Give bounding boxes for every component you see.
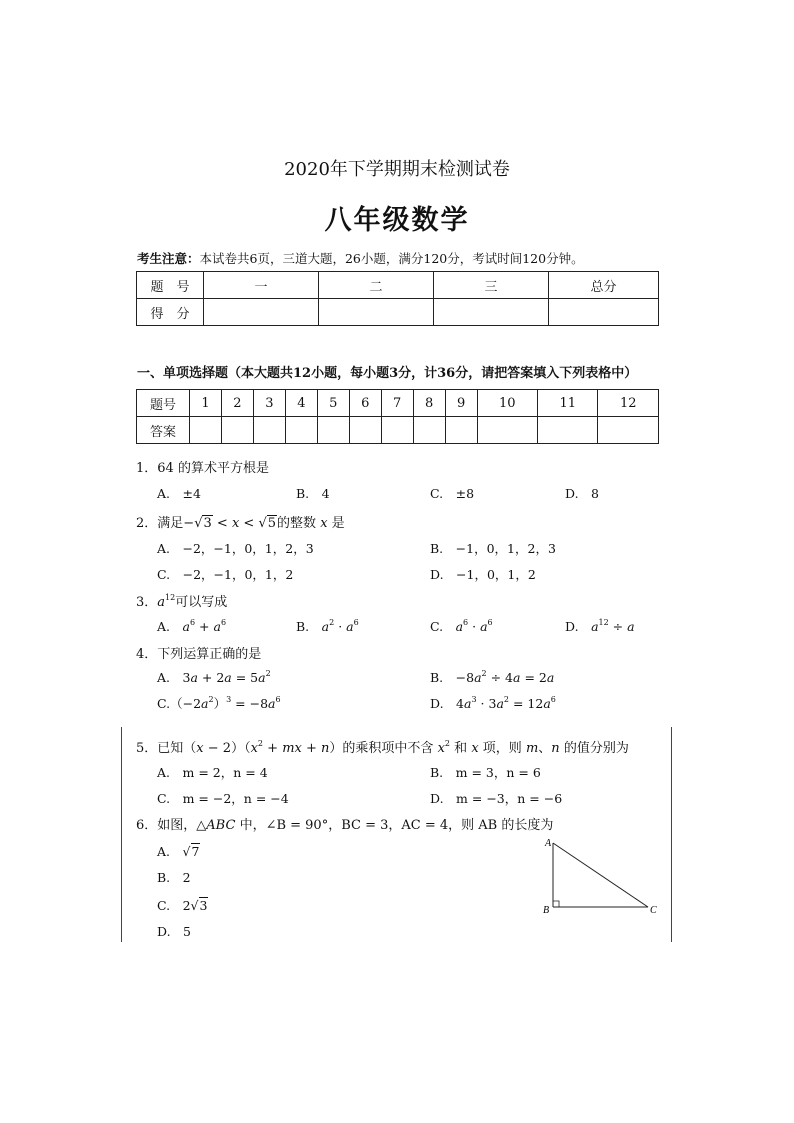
answer-cell[interactable]: [285, 417, 317, 444]
q2-option-b: B. −1，0，1，2，3: [430, 541, 556, 556]
q5-option-b: B. m = 3，n = 6: [430, 765, 541, 780]
q5-stem: 5．已知$(x - 2)(x^2$ + mx + n）的乘积项中不含 $x^2$ 和 x 项，则 m、n 的值分别为: [136, 739, 629, 756]
answer-num-5: 5: [317, 390, 349, 417]
score-cell-2[interactable]: [319, 299, 434, 326]
q1-option-c: C. ±8: [430, 486, 475, 501]
score-cell-1[interactable]: [204, 299, 319, 326]
q2-mid: 的整数: [277, 516, 317, 531]
score-table: [136, 271, 659, 326]
vertex-b-label: B: [543, 905, 550, 916]
answer-num-6: 6: [349, 390, 381, 417]
answer-num-7: 7: [381, 390, 413, 417]
score-header-2: 二: [319, 272, 434, 299]
q6-text: 中，∠B = 90°，BC = 3，AC = 4，则 AB 的长度为: [239, 818, 554, 833]
answer-cell[interactable]: [317, 417, 349, 444]
q5-num: 5．已知: [136, 741, 184, 756]
answer-cell[interactable]: [190, 417, 222, 444]
q6-option-a-label: A.: [157, 844, 171, 859]
q5-and: 和: [454, 741, 468, 756]
q4-option-b: B. $-8a^2 \div 4a = 2a$: [430, 669, 555, 685]
q6-option-a: A. √7: [157, 844, 200, 859]
q6-option-c: C. 2√3: [157, 898, 208, 913]
answer-cell[interactable]: [349, 417, 381, 444]
q5-mid: 的乘积项中不含: [342, 741, 434, 756]
scan-border-left: [121, 727, 122, 942]
answer-header-label: 题号: [137, 390, 190, 417]
q4-option-c: $C.(-2a^2)^3 = -8a^6$: [157, 695, 281, 711]
answer-table: [136, 389, 659, 444]
answer-num-2: 2: [221, 390, 253, 417]
q5-option-d: D. m = −3，n = −6: [430, 791, 563, 806]
q2-option-c: C. −2，−1，0，1，2: [157, 567, 294, 582]
q5-end: 项，则: [482, 741, 522, 756]
exam-title: 2020年下学期期末检测试卷: [284, 159, 510, 180]
q3-text: 可以写成: [175, 595, 228, 610]
answer-num-4: 4: [285, 390, 317, 417]
q6-stem: 6．如图，△ABC 中，∠B = 90°，BC = 3，AC = 4，则 AB 的长度为: [136, 818, 554, 833]
q1-option-d: D. 8: [565, 486, 600, 501]
q1-stem: 1．64 的算术平方根是: [136, 461, 269, 476]
score-cell-total[interactable]: [549, 299, 659, 326]
q6-num: 6．如图，: [136, 818, 197, 833]
answer-cell[interactable]: [221, 417, 253, 444]
answer-cell[interactable]: [445, 417, 477, 444]
section1-heading: 一、单项选择题（本大题共12小题，每小题3分，计36分，请把答案填入下列表格中）: [137, 366, 638, 381]
score-row-label: 得 分: [137, 299, 204, 326]
answer-cell[interactable]: [253, 417, 285, 444]
exam-notice: [137, 249, 584, 267]
q4-stem: 4．下列运算正确的是: [136, 647, 262, 662]
q2-option-a: A. −2，−1，0，1，2，3: [157, 541, 314, 556]
answer-cell[interactable]: [413, 417, 445, 444]
q2-inequality: −√3 < x < √5: [183, 516, 277, 531]
answer-cell[interactable]: [381, 417, 413, 444]
q3-num: 3．: [136, 595, 158, 610]
answer-num-3: 3: [253, 390, 285, 417]
q4-option-a: A. $3a + 2a = 5a^2$: [157, 669, 271, 685]
scan-border-right: [671, 727, 672, 942]
q2-stem: 2．满足−√3 < x < √5的整数 x 是: [136, 516, 345, 531]
q1-option-a: A. ±4: [157, 486, 201, 501]
answer-cell[interactable]: [477, 417, 537, 444]
q5-option-c: C. m = −2，n = −4: [157, 791, 289, 806]
q3-option-a: A. $a^6 + a^6$: [157, 618, 227, 634]
notice-label: 考生注意：: [137, 251, 200, 266]
vertex-a-label: A: [545, 838, 552, 849]
answer-num-11: 11: [538, 390, 598, 417]
q3-stem: 3．$a^{12}$可以写成: [136, 593, 228, 610]
score-header-label: 题 号: [137, 272, 204, 299]
score-cell-3[interactable]: [434, 299, 549, 326]
q2-num: 2．满足: [136, 516, 184, 531]
q5-option-a: A. m = 2，n = 4: [157, 765, 268, 780]
q3-option-b: B. $a^2 \cdot a^6$: [296, 618, 359, 634]
notice-text: 本试卷共6页，三道大题，26小题，满分120分，考试时间120分钟。: [199, 251, 584, 266]
answer-num-12: 12: [598, 390, 659, 417]
score-header-total: 总分: [549, 272, 659, 299]
vertex-c-label: C: [650, 905, 657, 916]
answer-num-9: 9: [445, 390, 477, 417]
answer-num-1: 1: [190, 390, 222, 417]
q2-end: 是: [331, 516, 345, 531]
score-header-1: 一: [204, 272, 319, 299]
right-angle-mark: [553, 901, 559, 907]
answer-cell[interactable]: [598, 417, 659, 444]
score-header-3: 三: [434, 272, 549, 299]
q6-option-b: B. 2: [157, 870, 191, 885]
q1-option-b: B. 4: [296, 486, 330, 501]
q5-end2: 的值分别为: [563, 741, 629, 756]
q3-option-d: D. $a^{12} \div a$: [565, 618, 635, 634]
side-ac: [553, 843, 648, 907]
q2-option-d: D. −1，0，1，2: [430, 567, 536, 582]
q6-option-c-label: C. 2: [157, 898, 191, 913]
q3-option-c: C. $a^6 \cdot a^6$: [430, 618, 493, 634]
exam-subtitle: 八年级数学: [324, 205, 470, 236]
q6-option-d: D. 5: [157, 924, 192, 939]
q4-option-d: D. $4a^3 \cdot 3a^2 = 12a^6$: [430, 695, 556, 711]
answer-row-label: 答案: [137, 417, 190, 444]
answer-cell[interactable]: [538, 417, 598, 444]
answer-num-10: 10: [477, 390, 537, 417]
answer-num-8: 8: [413, 390, 445, 417]
triangle-figure: [536, 835, 666, 920]
